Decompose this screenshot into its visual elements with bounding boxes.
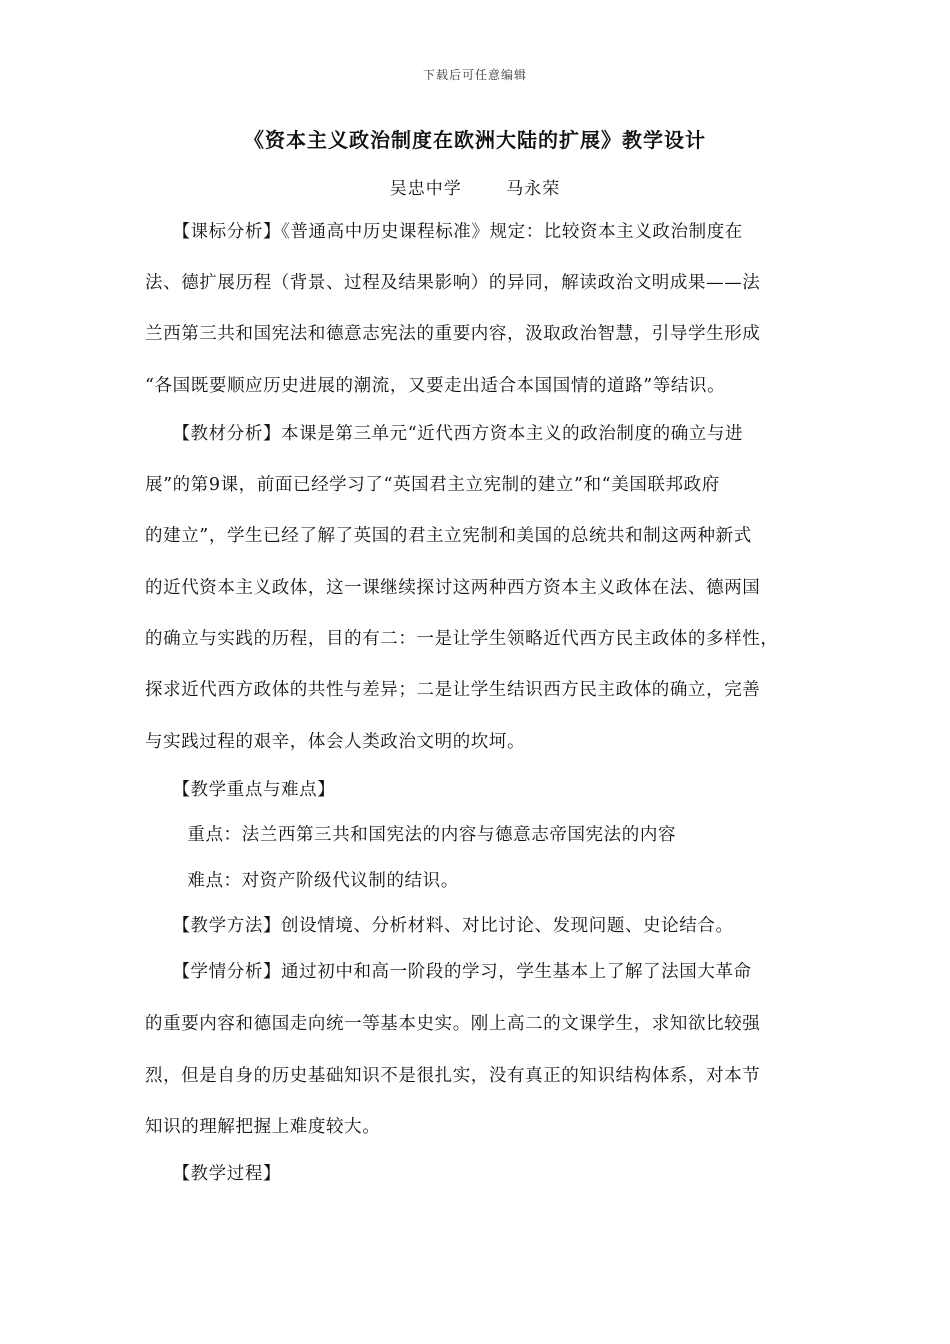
- student-analysis-line-2: 的重要内容和德国走向统一等基本史实。刚上高二的文课学生，求知欲比较强: [145, 1014, 761, 1034]
- teaching-process-heading: 【教学过程】: [145, 1164, 282, 1184]
- textbook-analysis-line-7: 与实践过程的艰辛，体会人类政治文明的坎坷。: [145, 732, 526, 752]
- author-line: [0, 174, 950, 199]
- textbook-analysis-line-1: 【教材分析】本课是第三单元“近代西方资本主义的政治制度的确立与进: [145, 424, 744, 444]
- teaching-method-line: 【教学方法】创设情境、分析材料、对比讨论、发现问题、史论结合。: [145, 916, 734, 936]
- course-standard-line-4: “各国既要顺应历史进展的潮流，又要走出适合本国国情的道路”等结识。: [145, 376, 726, 396]
- document-title: 《资本主义政治制度在欧洲大陆的扩展》教学设计: [244, 128, 706, 152]
- course-standard-line-1: 【课标分析】《普通高中历史课程标准》规定：比较资本主义政治制度在: [145, 222, 743, 242]
- course-standard-line-3: 兰西第三共和国宪法和德意志宪法的重要内容，汲取政治智慧，引导学生形成: [145, 324, 761, 344]
- key-point-line: 重点：法兰西第三共和国宪法的内容与德意志帝国宪法的内容: [145, 825, 677, 845]
- textbook-analysis-line-5: 的确立与实践的历程，目的有二：一是让学生领略近代西方民主政体的多样性，: [145, 629, 779, 649]
- author-school: 吴忠中学: [389, 179, 462, 199]
- textbook-analysis-line-4: 的近代资本主义政体，这一课继续探讨这两种西方资本主义政体在法、德两国: [145, 578, 761, 598]
- textbook-analysis-line-6: 探求近代西方政体的共性与差异；二是让学生结识西方民主政体的确立，完善: [145, 680, 761, 700]
- header-note: 下载后可任意编辑: [422, 68, 527, 82]
- difficult-point-line: 难点：对资产阶级代议制的结识。: [145, 871, 459, 891]
- student-analysis-line-4: 知识的理解把握上难度较大。: [145, 1117, 381, 1137]
- author-name: 马永荣: [506, 179, 561, 199]
- student-analysis-line-3: 烈，但是自身的历史基础知识不是很扎实，没有真正的知识结构体系，对本节: [145, 1066, 761, 1086]
- course-standard-line-2: 法、德扩展历程（背景、过程及结果影响）的异同，解读政治文明成果——法: [145, 273, 761, 293]
- textbook-analysis-line-3: 的建立”，学生已经了解了英国的君主立宪制和美国的总统共和制这两种新式: [145, 526, 752, 546]
- student-analysis-line-1: 【学情分析】通过初中和高一阶段的学习，学生基本上了解了法国大革命: [145, 962, 752, 982]
- textbook-analysis-line-2: 展”的第9课，前面已经学习了“英国君主立宪制的建立”和“美国联邦政府: [145, 475, 720, 495]
- key-points-heading: 【教学重点与难点】: [145, 780, 336, 800]
